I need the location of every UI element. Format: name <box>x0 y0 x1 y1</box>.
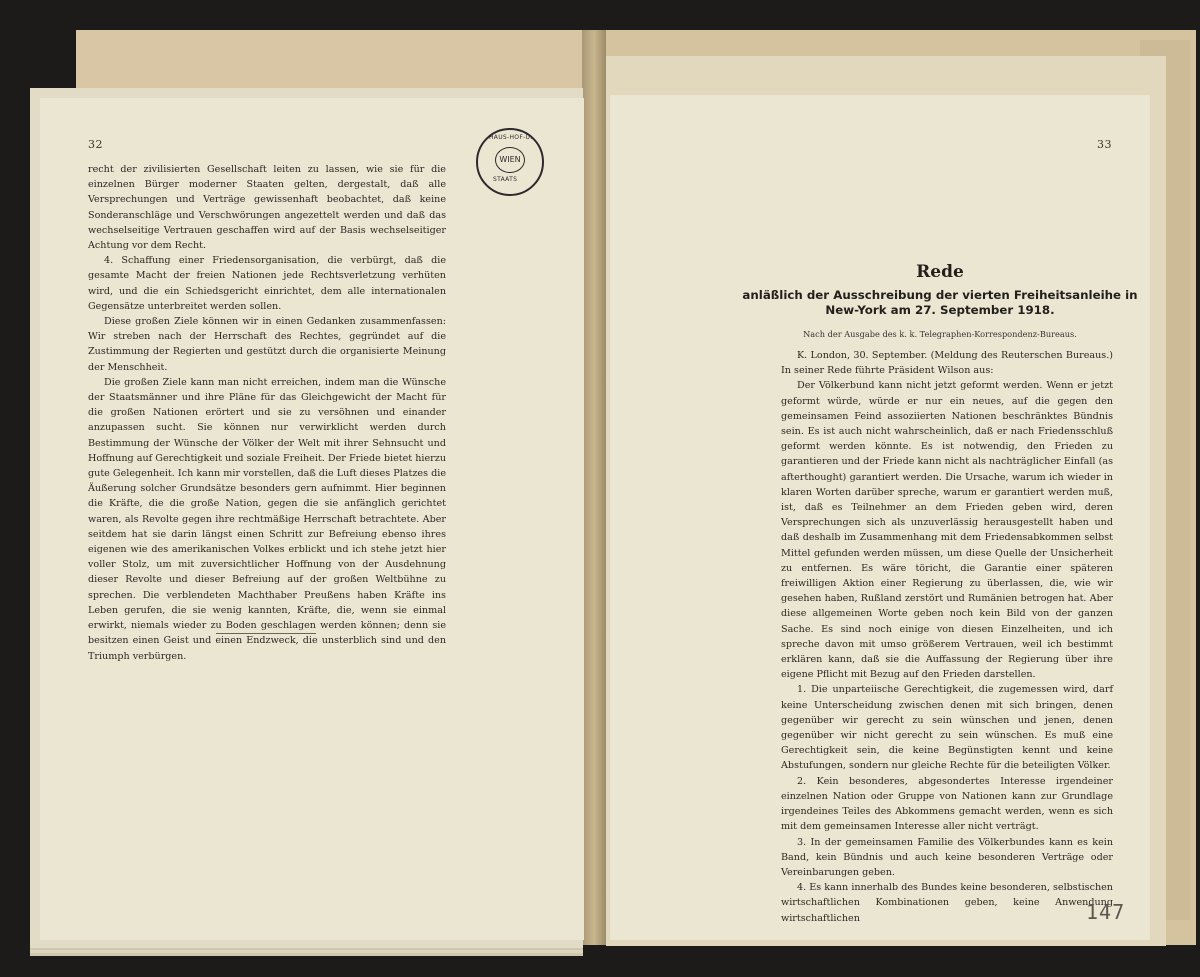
paragraph: 4. Schaffung einer Friedensorganisation, die verbürgt, daß die gesamte Macht der freien Nationen jede Rechtsverletzung verhüten wird, und die ein Schiedsgericht einrichtet, dem alle internationalen Gegensätze unterbreitet werden sollen. <box>88 255 446 312</box>
subtitle-line: New-York am 27. September 1918. <box>825 303 1055 317</box>
paragraph: 1. Die unparteiische Gerechtigkeit, die zugemessen wird, darf keine Unterscheidung zwischen denen mit sich bringen, denen gegenüber wir gerecht zu sein wünschen und jenen, denen gegenüber wir nicht gerecht zu sein wünschen. Es muß eine Gerechtigkeit sein, die keine Begünstigten kennt und keine Abstufungen, sondern nur gleiche Rechte für die beteiligten Völker. <box>781 684 1113 772</box>
paragraph: Die großen Ziele kann man nicht erreichen, indem man die Wünsche der Staatsmänner und ihre Pläne für das Gleichgewicht der Macht für die großen Nationen erörtert und sie zu versöhnen und einander anzupassen sucht. Sie können nur verwirklicht werden durch Bestimmung der Wünsche der Völker der Welt mit ihrer Sehnsucht und Hoffnung auf Gerechtigkeit und soziale Freiheit. Der Friede bietet hierzu gute Gelegenheit. Ich kann mir vorstellen, daß die Luft dieses Platzes die Äußerung solcher Grundsätze besonders gern aufnimmt. Hier beginnen die Kräfte, die die große Nation, gegen die sie anfänglich gerichtet waren, als Revolte gegen ihre rechtmäßige Herrschaft betrachtete. Aber seitdem hat sie darin längst einen Schritt zur Befreiung ebenso ihres eigenen wie des amerikanischen Volkes erblickt und ich stehe jetzt hier voller Stolz, um mit zuversichtlicher Hoffnung von der Ausdehnung dieser Revolte und dieser Befreiung auf der großen Weltbühne zu sprechen. Die verblendeten Machthaber Preußens haben Kräfte ins Leben gerufen, die sie wenig kannten, Kräfte, die, wenn sie einmal erwirkt, niemals wieder zu Boden geschlagen werden können; denn sie besitzen einen Geist und einen Endzweck, die unsterblich sind und den Triumph verbürgen. <box>88 376 446 662</box>
speech-subtitle <box>740 288 1140 318</box>
stamp-ring-bottom: STAATS <box>493 176 518 183</box>
stamp-ring-top: HAUS-HOF-U. <box>489 134 533 141</box>
paragraph: 4. Es kann innerhalb des Bundes keine besonderen, selbstischen wirtschaftlichen Kombinationen geben, keine Anwendung wirtschaftlichen <box>781 882 1113 924</box>
speech-title: Rede <box>916 262 964 282</box>
subtitle-line: anläßlich der Ausschreibung der vierten Freiheitsanleihe in <box>742 288 1138 302</box>
left-page-body <box>88 162 446 664</box>
binder-spine <box>582 30 606 945</box>
right-page-number: 33 <box>1097 138 1112 151</box>
stamp-center: WIEN <box>495 147 525 173</box>
right-page-body <box>781 348 1113 926</box>
source-note: Nach der Ausgabe des k. k. Telegraphen-Korrespondenz-Bureaus. <box>803 329 1077 339</box>
pencil-folio-note: 147 <box>1086 900 1126 924</box>
left-page-number: 32 <box>88 138 103 151</box>
paragraph: Diese großen Ziele können wir in einen Gedanken zusammenfassen: Wir streben nach der Herrschaft des Rechtes, gegründet auf die Zustimmung der Regierten und gestützt durch die organisierte Meinung der Menschheit. <box>88 316 446 373</box>
paragraph: 3. In der gemeinsamen Familie des Völkerbundes kann es kein Band, kein Bündnis und auch keine besonderen Verträge oder Vereinbarungen geben. <box>781 836 1113 878</box>
section-divider <box>216 633 316 634</box>
paragraph: recht der zivilisierten Gesellschaft leiten zu lassen, wie sie für die einzelnen Bürger moderner Staaten gelten, dergestalt, daß alle Versprechungen und Verträge gewissenhaft beobachtet, daß keine Sonderanschläge und Verschwörungen angezettelt werden und daß das wechselseitige Vertrauen geschaffen wird auf der Basis wechselseitiger Achtung vor dem Recht. <box>88 164 446 252</box>
paragraph: 2. Kein besonderes, abgesondertes Interesse irgendeiner einzelnen Nation oder Gruppe von Nationen kann zur Grundlage irgendeines Teiles des Abkommens gemacht werden, wenn es sich mit dem gemeinsamen Interesse aller nicht verträgt. <box>781 775 1113 833</box>
paragraph: Der Völkerbund kann nicht jetzt geformt werden. Wenn er jetzt geformt würde, würde er nur ein neues, auf die gegen den gemeinsamen Feind assoziierten Nationen beschränktes Bündnis sein. Es ist auch nicht wahrscheinlich, daß er nach Friedensschluß geformt werden könnte. Es ist notwendig, den Frieden zu garantieren und der Friede kann nicht als nachträglicher Einfall (as afterthought) garantiert werden. Die Ursache, warum ich wieder in klaren Worten darüber spreche, warum er garantiert werden muß, ist, daß es Teilnehmer an dem Frieden geben wird, deren Versprechungen sich als unzuverlässig herausgestellt haben und daß deshalb im Zusammenhang mit dem Friedensabkommen selbst Mittel gefunden werden müssen, um diese Quelle der Unsicherheit zu entfernen. Es wäre töricht, die Garantie einer späteren freiwilligen Aktion einer Regierung zu überlassen, die, wie wir gesehen haben, Rußland zerstört und Rumänien betrogen hat. Aber diese allgemeinen Worte geben noch kein Bild von der ganzen Sache. Es sind noch einige von diesen Einzelheiten, und ich spreche davon mit umso größerem Vertrauen, weil ich bestimmt erklären kann, daß sie die Auffassung der Regierung über ihre eigene Pflicht mit Bezug auf den Frieden darstellen. <box>781 380 1113 681</box>
paragraph: K. London, 30. September. (Meldung des Reuterschen Bureaus.) In seiner Rede führte Präsident Wilson aus: <box>781 350 1113 377</box>
